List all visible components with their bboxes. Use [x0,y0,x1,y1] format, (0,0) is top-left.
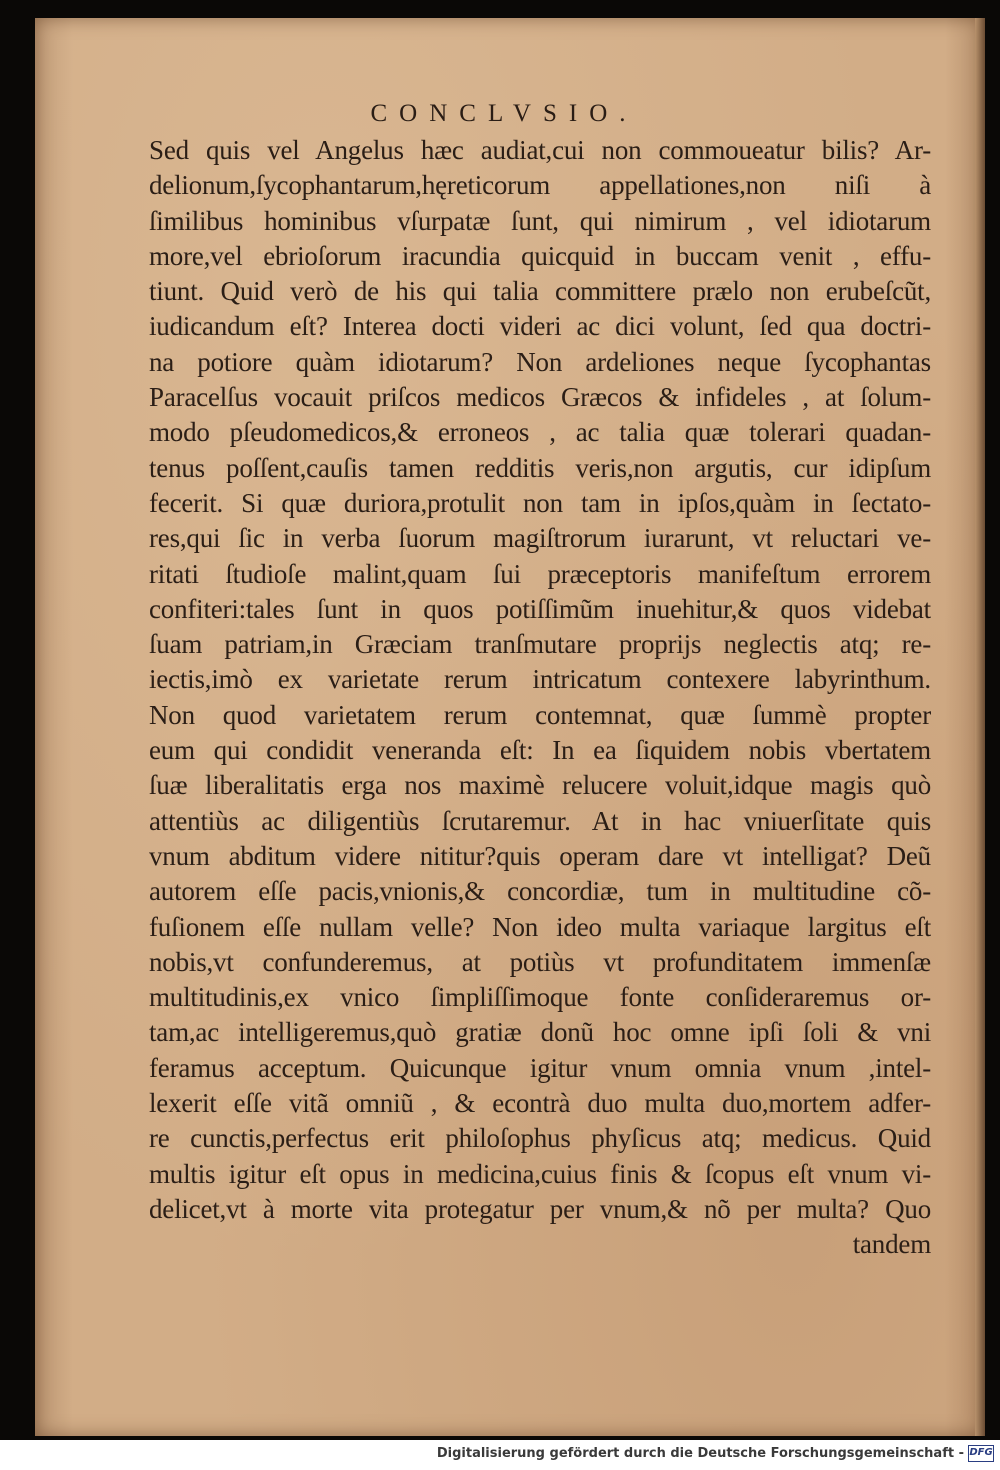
text-line: delicet,vt à morte vita protegatur per vnum,& nõ per multa? Quo [149,1193,931,1224]
text-line: fuſionem eſſe nullam velle? Non ideo multa variaque largitus eſt [149,911,931,942]
text-line: res,qui ſic in verba ſuorum magiſtrorum iurarunt, vt reluctari ve- [149,523,931,554]
text-line: iudicandum eſt? Interea docti videri ac dici volunt, ſed qua doctri- [149,311,931,342]
digitization-footer [0,1440,1000,1470]
text-line: ſimilibus hominibus vſurpatæ ſunt, qui nimirum , vel idiotarum [149,205,931,236]
body-text [149,133,931,1263]
funding-notice: Digitalisierung gefördert durch die Deutsche Forschungsgemeinschaft - [436,1446,964,1461]
text-line: autorem eſſe pacis,vnionis,& concordiæ, tum in multitudine cõ- [149,876,931,907]
text-line: Paracelſus vocauit priſcos medicos Græcos & infideles , at ſolum- [149,382,931,413]
dfg-logo: DFG [968,1445,994,1462]
text-line: tiunt. Quid verò de his qui talia committere prælo non erubeſcũt, [149,276,931,307]
text-line: vnum abditum videre nititur?quis operam dare vt intelligat? Deũ [149,840,931,871]
text-line: iectis,imò ex varietate rerum intricatum contexere labyrinthum. [149,664,931,695]
text-line: re cunctis,perfectus erit philoſophus phyſicus atq; medicus. Quid [149,1123,931,1154]
text-line: tandem [852,1229,931,1260]
text-line: eum qui condidit veneranda eſt: In ea ſiquidem nobis vbertatem [149,735,931,766]
text-line: confiteri:tales ſunt in quos potiſſimũm inuehitur,& quos videbat [149,593,931,624]
text-line: na potiore quàm idiotarum? Non ardeliones neque ſycophantas [149,346,931,377]
text-line: Non quod varietatem rerum contemnat, quæ ſummè propter [149,699,931,730]
text-line: Sed quis vel Angelus hæc audiat,cui non commoueatur bilis? Ar- [149,135,931,165]
text-line: ritati ſtudioſe malint,quam ſui præceptoris manifeſtum errorem [149,558,931,589]
text-line: fecerit. Si quæ duriora,protulit non tam in ipſos,quàm in ſectato- [149,487,931,518]
text-line: ſuæ liberalitatis erga nos maximè relucere voluit,idque magis quò [149,770,931,801]
text-line: multitudinis,ex vnico ſimpliſſimoque fonte conſideraremus or- [149,982,931,1013]
text-line: more,vel ebrioſorum iracundia quicquid in buccam venit , effu- [149,240,931,271]
text-line: delionum,ſycophantarum,hęreticorum appellationes,non niſi à [149,170,931,201]
text-line: attentiùs ac diligentiùs ſcrutaremur. At in hac vniuerſitate quis [149,805,931,836]
text-line: multis igitur eſt opus in medicina,cuius finis & ſcopus eſt vnum vi- [149,1158,931,1189]
text-line: lexerit eſſe vitã omniũ , & econtrà duo multa duo,mortem adfer- [149,1088,931,1119]
running-head: CONCLVSIO. [370,100,638,127]
text-line: nobis,vt confunderemus, at potiùs vt profunditatem immenſæ [149,946,931,977]
text-line: tenus poſſent,cauſis tamen redditis veris,non argutis, cur idipſum [149,452,931,483]
text-line: feramus acceptum. Quicunque igitur vnum omnia vnum ,intel- [149,1052,931,1083]
text-line: ſuam patriam,in Græciam tranſmutare proprijs neglectis atq; re- [149,629,931,660]
text-line: tam,ac intelligeremus,quò gratiæ donũ hoc omne ipſi ſoli & vni [149,1017,931,1048]
text-line: modo pſeudomedicos,& erroneos , ac talia quæ tolerari quadan- [149,417,931,448]
page-edge [975,18,985,1436]
